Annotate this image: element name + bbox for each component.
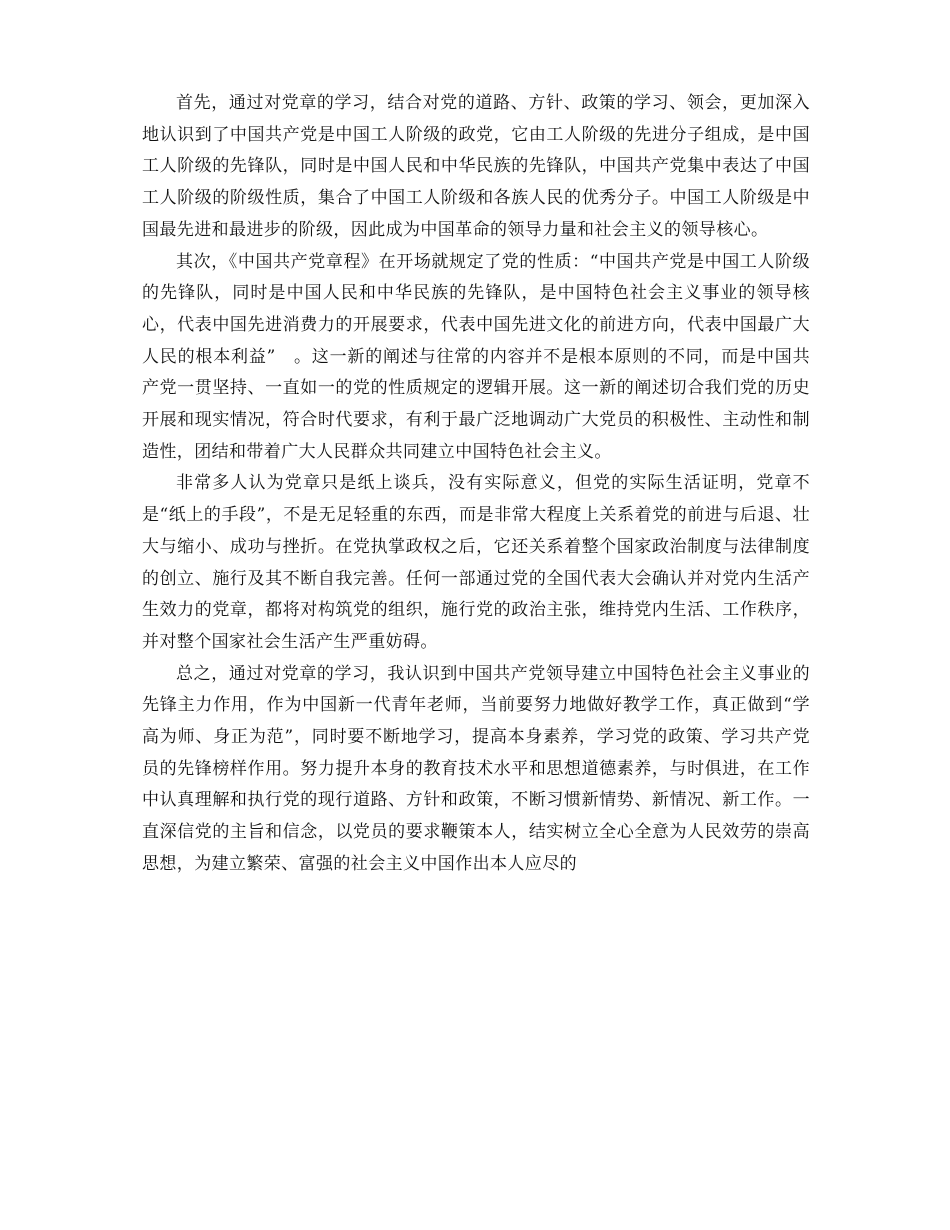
document-body (142, 88, 810, 881)
paragraph-4: 总之，通过对党章的学习，我认识到中国共产党领导建立中国特色社会主义事业的先锋主力作用，作为中国新一代青年老师，当前要努力地做好教学工作，真正做到“学高为师、身正为范”，同时要不断地学习，提高本身素养，学习党的政策、学习共产党员的先锋榜样作用。努力提升本身的教育技术水平和思想道德素养，与时俱进，在工作中认真理解和执行党的现行道路、方针和政策，不断习惯新情势、新情况、新工作。一直深信党的主旨和信念，以党员的要求鞭策本人，结实树立全心全意为人民效劳的崇高思想，为建立繁荣、富强的社会主义中国作出本人应尽的 (142, 663, 810, 874)
paragraph-1: 首先，通过对党章的学习，结合对党的道路、方针、政策的学习、领会，更加深入地认识到了中国共产党是中国工人阶级的政党，它由工人阶级的先进分子组成，是中国工人阶级的先锋队，同时是中国人民和中华民族的先锋队，中国共产党集中表达了中国工人阶级的阶级性质，集合了中国工人阶级和各族人民的优秀分子。中国工人阶级是中国最先进和最进步的阶级，因此成为中国革命的领导力量和社会主义的领导核心。 (142, 93, 810, 240)
paragraph-2: 其次，《中国共产党章程》在开场就规定了党的性质：“中国共产党是中国工人阶级的先锋队，同时是中国人民和中华民族的先锋队，是中国特色社会主义事业的领导核心，代表中国先进消费力的开展要求，代表中国先进文化的前进方向，代表中国最广大人民的根本利益” 。这一新的阐述与往常的内容并不是根本原则的不同，而是中国共产党一贯坚持、一直如一的党的性质规定的逻辑开展。这一新的阐述切合我们党的历史开展和现实情况，符合时代要求，有利于最广泛地调动广大党员的积极性、主动性和制造性，团结和带着广大人民群众共同建立中国特色社会主义。 (142, 251, 810, 462)
paragraph-3: 非常多人认为党章只是纸上谈兵，没有实际意义，但党的实际生活证明，党章不是“纸上的手段”，不是无足轻重的东西，而是非常大程度上关系着党的前进与后退、壮大与缩小、成功与挫折。在党执掌政权之后，它还关系着整个国家政治制度与法律制度的创立、施行及其不断自我完善。任何一部通过党的全国代表大会确认并对党内生活产生效力的党章，都将对构筑党的组织，施行党的政治主张，维持党内生活、工作秩序，并对整个国家社会生活产生严重妨碍。 (142, 473, 810, 652)
